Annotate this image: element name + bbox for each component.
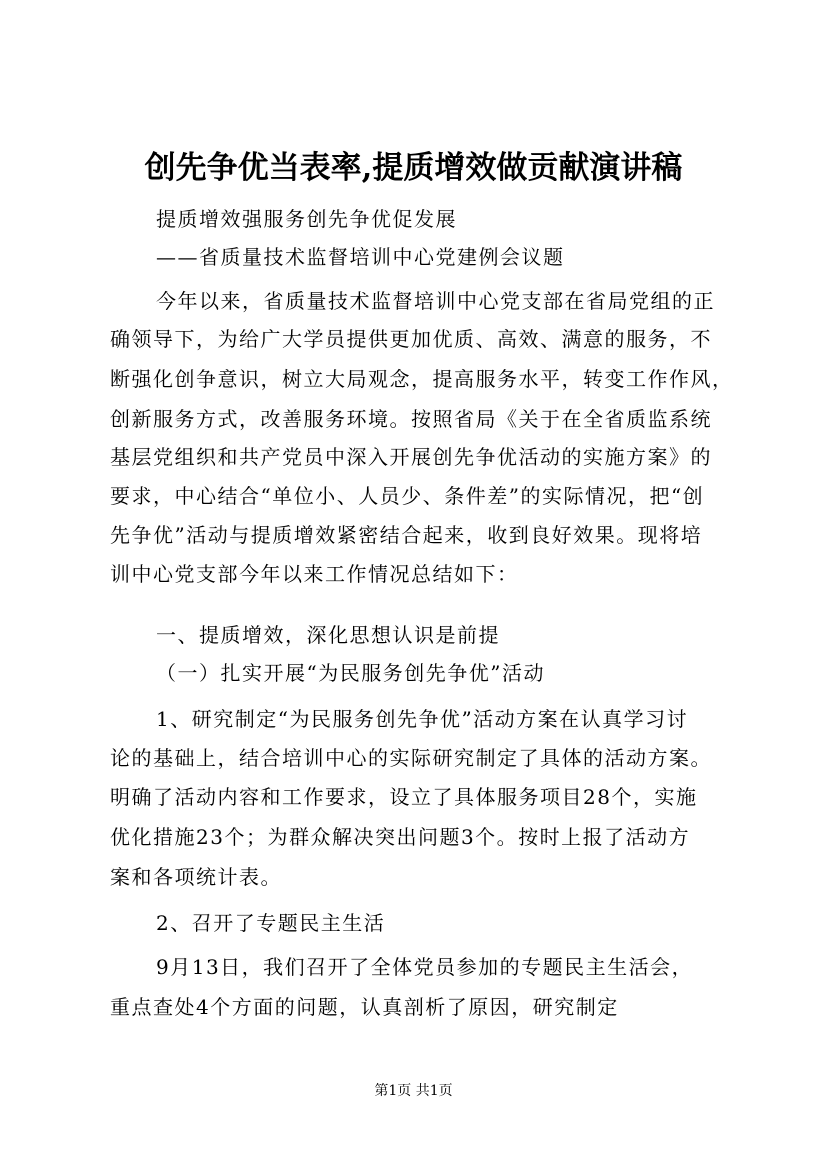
paragraph-line: 1、研究制定“为民服务创先争优”活动方案在认真学习讨 — [156, 707, 689, 731]
paragraph-line: 断强化创争意识，树立大局观念，提高服务水平，转变工作作风， — [110, 367, 734, 391]
paragraph-line: 训中心党支部今年以来工作情况总结如下： — [110, 562, 519, 586]
paragraph-line: 要求，中心结合“单位小、人员少、条件差”的实际情况，把“创 — [110, 484, 705, 508]
subtitle-source-line: ——省质量技术监督培训中心党建例会议题 — [156, 245, 565, 269]
paragraph-line: 9月13日，我们召开了全体党员参加的专题民主生活会， — [156, 955, 694, 979]
paragraph-line: 基层党组织和共产党员中深入开展创先争优活动的实施方案》的 — [110, 445, 712, 469]
paragraph-line: 案和各项统计表。 — [110, 865, 282, 889]
subtitle-line: 提质增效强服务创先争优促发展 — [156, 207, 457, 231]
paragraph-line: 先争优”活动与提质增效紧密结合起来，收到良好效果。现将培 — [110, 523, 703, 547]
item-heading: 2、召开了专题民主生活 — [156, 911, 386, 935]
document-title: 创先争优当表率,提质增效做贡献演讲稿 — [144, 150, 683, 186]
paragraph-line: 确领导下，为给广大学员提供更加优质、高效、满意的服务，不 — [110, 327, 712, 351]
paragraph-line: 论的基础上，结合培训中心的实际研究制定了具体的活动方案。 — [110, 746, 712, 770]
paragraph-line: 今年以来，省质量技术监督培训中心党支部在省局党组的正 — [156, 289, 715, 313]
paragraph-line: 优化措施23个；为群众解决突出问题3个。按时上报了活动方 — [110, 825, 691, 849]
page-footer: 第1页 共1页 — [374, 1083, 453, 1099]
section-heading: 一、提质增效，深化思想认识是前提 — [156, 623, 500, 647]
paragraph-line: 重点查处4个方面的问题，认真剖析了原因，研究制定 — [110, 995, 619, 1019]
subsection-heading: （一）扎实开展“为民服务创先争优”活动 — [156, 661, 545, 685]
paragraph-line: 明确了活动内容和工作要求，设立了具体服务项目28个，实施 — [110, 785, 698, 809]
paragraph-line: 创新服务方式，改善服务环境。按照省局《关于在全省质监系统 — [110, 407, 712, 431]
